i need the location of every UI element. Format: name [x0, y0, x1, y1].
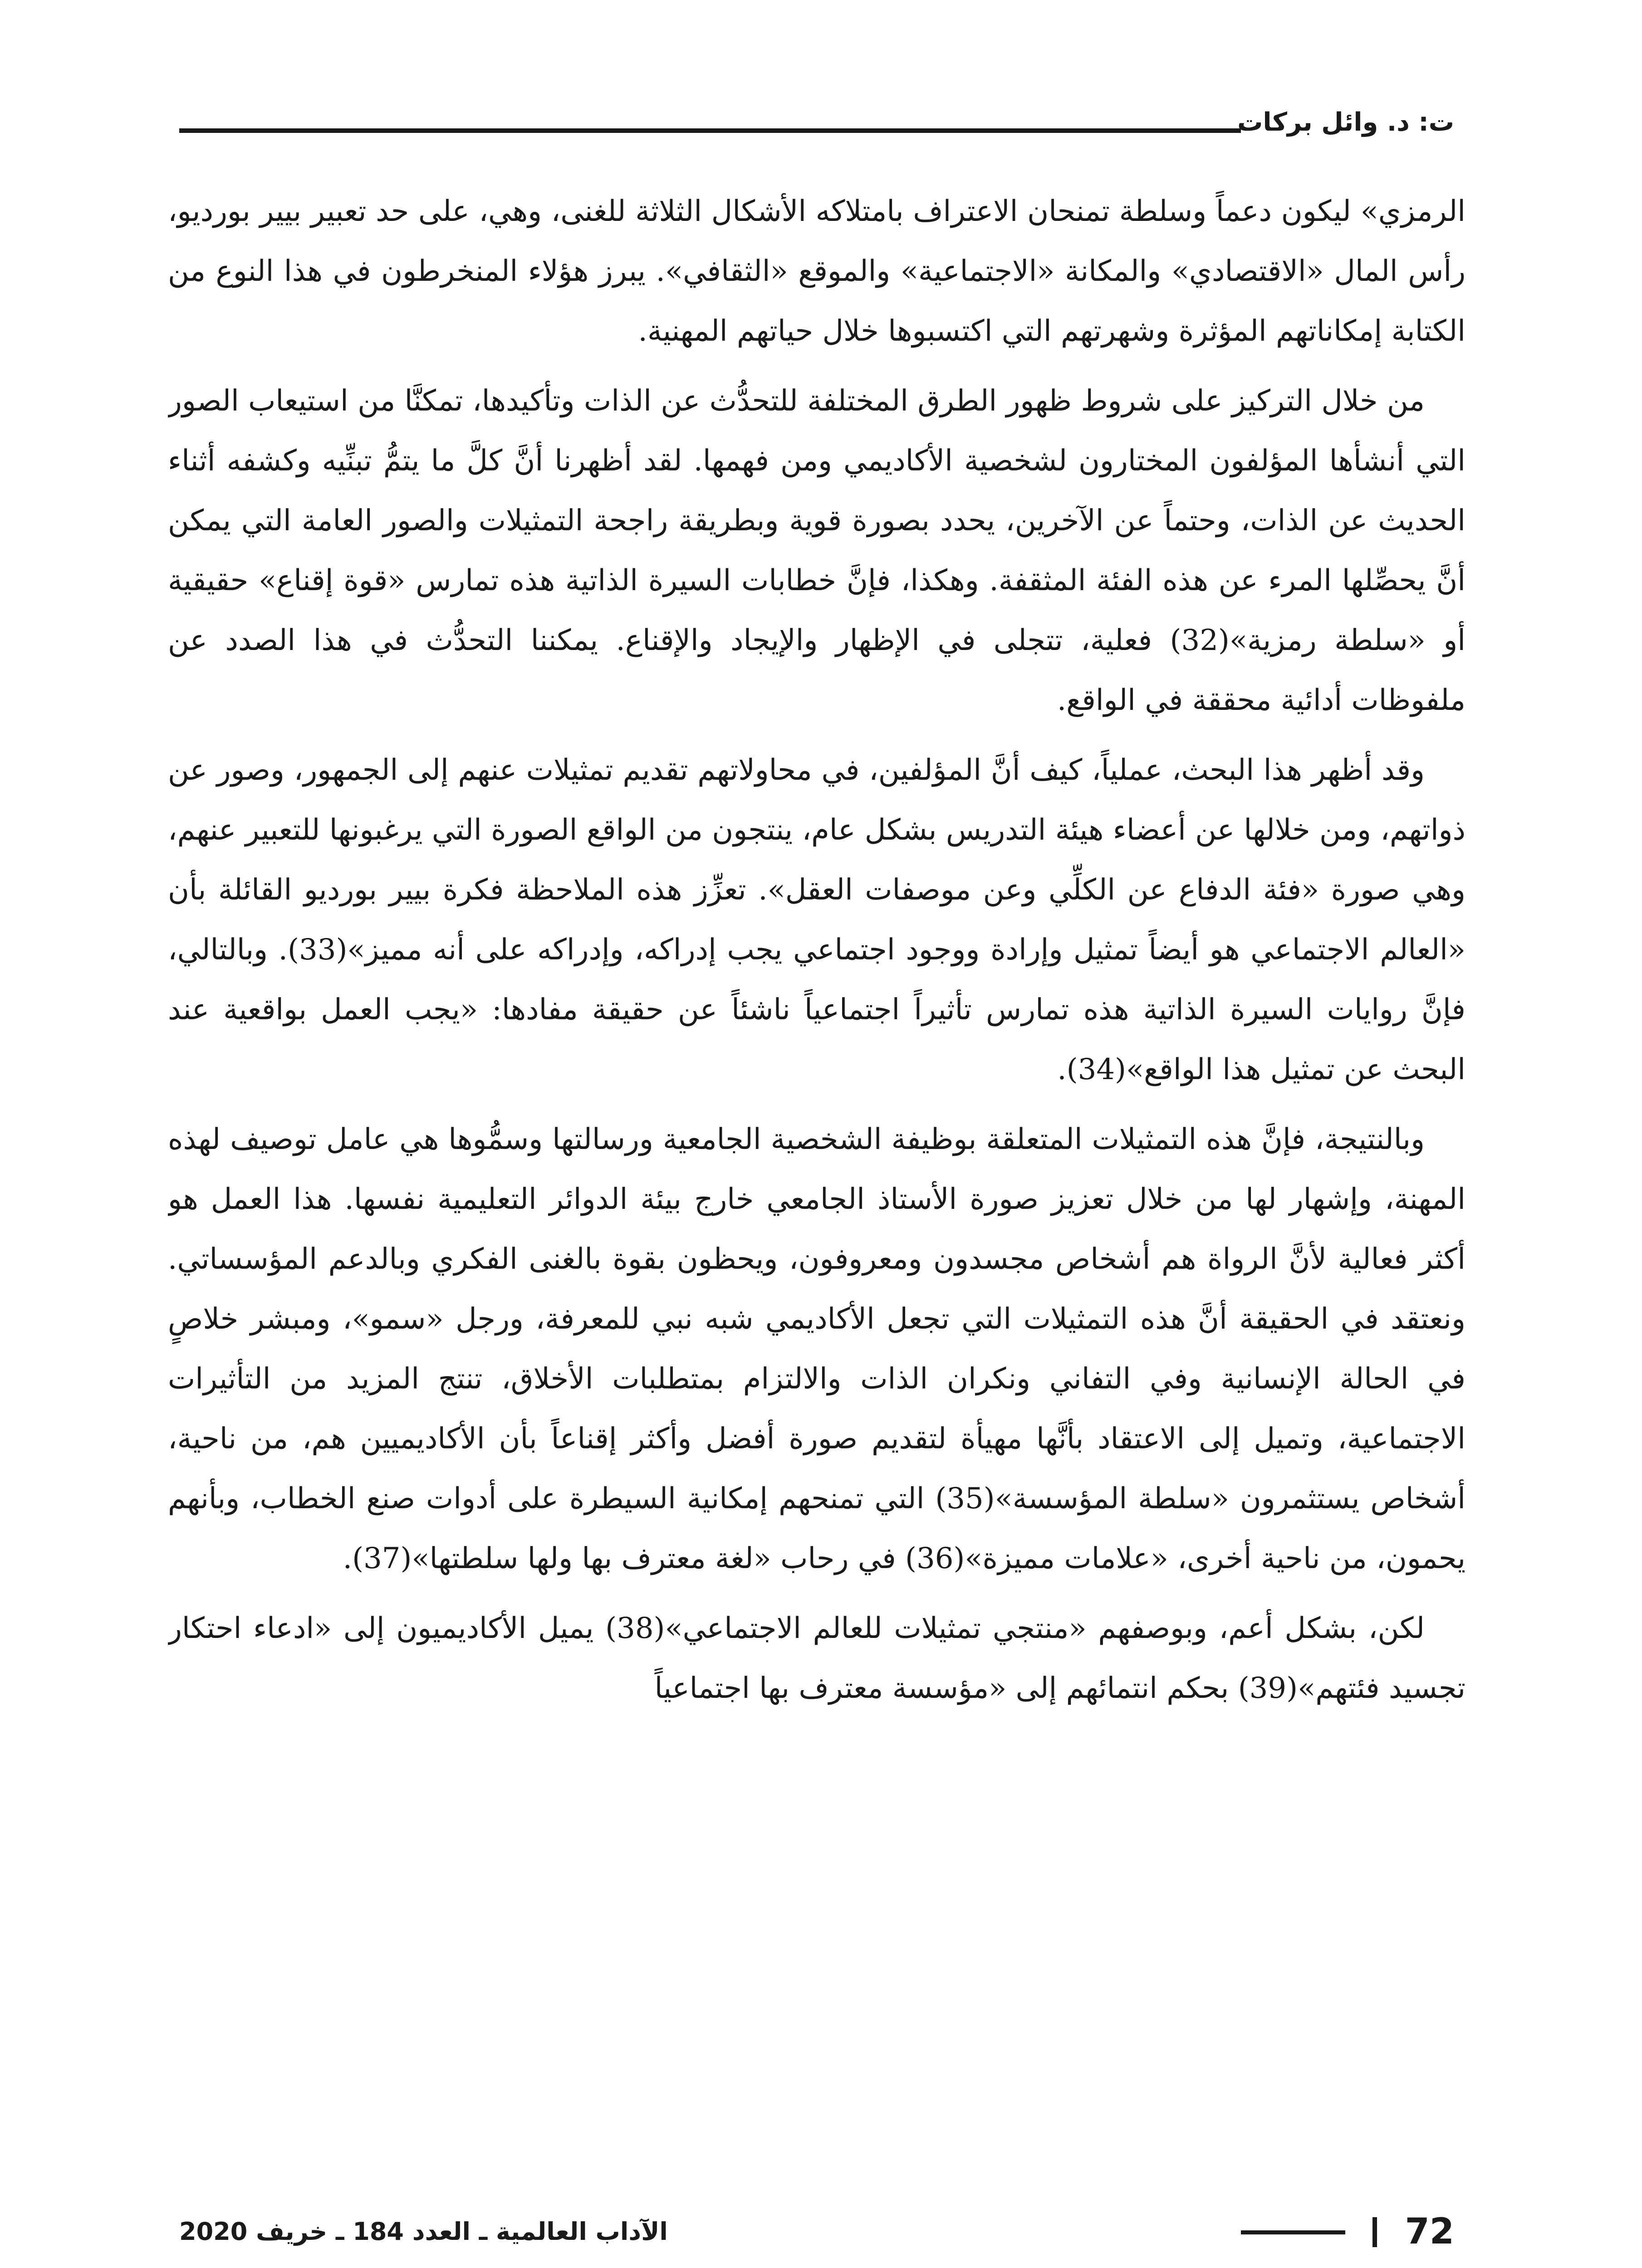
- paragraph-5: لكن، بشكل أعم، وبوصفهم «منتجي تمثيلات للعالم الاجتماعي»(38) يميل الأكاديميون إلى «ادعاء احتكار تجسيد فئتهم»(39) بحكم انتمائهم إلى «مؤسسة معترف بها اجتماعياً: [168, 1612, 1466, 1705]
- header-rule: [179, 128, 1241, 133]
- paragraph-1: الرمزي» ليكون دعماً وسلطة تمنحان الاعتراف بامتلاكه الأشكال الثلاثة للغنى، وهي، على حد تعبير بيير بورديو، رأس المال «الاقتصادي» والمكانة «الاجتماعية» والموقع «الثقافي». يبرز هؤلاء المنخرطون في هذا النوع من الكتابة إمكاناتهم المؤثرة وشهرتهم التي اكتسبوها خلال حياتهم المهنية.: [168, 195, 1466, 348]
- running-header: [179, 102, 1454, 143]
- paragraph-3: وقد أظهر هذا البحث، عملياً، كيف أنَّ المؤلفين، في محاولاتهم تقديم تمثيلات عنهم إلى الجمهور، وصور عن ذواتهم، ومن خلالها عن أعضاء هيئة التدريس بشكل عام، ينتجون من الواقع الصورة التي يرغبونها للتعبير عنهم، وهي صورة «فئة الدفاع عن الكلِّي وعن موصفات العقل». تعزِّز هذه الملاحظة فكرة بيير بورديو القائلة بأن «العالم الاجتماعي هو أيضاً تمثيل وإرادة ووجود اجتماعي يجب إدراكه، وإدراكه على أنه مميز»(33). وبالتالي، فإنَّ روايات السيرة الذاتية هذه تمارس تأثيراً اجتماعياً ناشئاً عن حقيقة مفادها: «يجب العمل بواقعية عند البحث عن تمثيل هذا الواقع»(34).: [168, 753, 1466, 1086]
- header-author: ت: د. وائل بركات: [1237, 108, 1454, 137]
- article-body: [168, 181, 1466, 2193]
- footer-separator-bar: [1372, 2217, 1377, 2247]
- paragraph-4: وبالنتيجة، فإنَّ هذه التمثيلات المتعلقة بوظيفة الشخصية الجامعية ورسالتها وسمُّوها هي عامل توصيف لهذه المهنة، وإشهار لها من خلال تعزيز صورة الأستاذ الجامعي خارج بيئة الدوائر التعليمية نفسها. هذا العمل هو أكثر فعالية لأنَّ الرواة هم أشخاص مجسدون ومعروفون، ويحظون بقوة بالغنى الفكري وبالدعم المؤسساتي. ونعتقد في الحقيقة أنَّ هذه التمثيلات التي تجعل الأكاديمي شبه نبي للمعرفة، ورجل «سمو»، ومبشر خلاصٍ في الحالة الإنسانية وفي التفاني ونكران الذات والالتزام بمتطلبات الأخلاق، تنتج المزيد من التأثيرات الاجتماعية، وتميل إلى الاعتقاد بأنَّها مهيأة لتقديم صورة أفضل وأكثر إقناعاً بأن الأكاديميين هم، من ناحية، أشخاص يستثمرون «سلطة المؤسسة»(35) التي تمنحهم إمكانية السيطرة على أدوات صنع الخطاب، وبأنهم يحمون، من ناحية أخرى، «علامات مميزة»(36) في رحاب «لغة معترف بها ولها سلطتها»(37).: [168, 1123, 1466, 1575]
- journal-citation: الآداب العالمية ـ العدد 184 ـ خريف 2020: [179, 2217, 668, 2246]
- paragraph-2: من خلال التركيز على شروط ظهور الطرق المختلفة للتحدُّث عن الذات وتأكيدها، تمكنَّا من استيعاب الصور التي أنشأها المؤلفون المختارون لشخصية الأكاديمي ومن فهمها. لقد أظهرنا أنَّ كلَّ ما يتمُّ تبنِّيه وكشفه أثناء الحديث عن الذات، وحتماً عن الآخرين، يحدد بصورة قوية وبطريقة راجحة التمثيلات والصور العامة التي يمكن أنَّ يحصِّلها المرء عن هذه الفئة المثقفة. وهكذا، فإنَّ خطابات السيرة الذاتية هذه تمارس «قوة إقناع» حقيقية أو «سلطة رمزية»(32) فعلية، تتجلى في الإظهار والإيجاد والإقناع. يمكننا التحدُّث في هذا الصدد عن ملفوظات أدائية محققة في الواقع.: [168, 384, 1466, 717]
- page-footer: [179, 2209, 1454, 2254]
- footer-rule: [1241, 2230, 1345, 2234]
- page-number: 72: [1405, 2211, 1454, 2252]
